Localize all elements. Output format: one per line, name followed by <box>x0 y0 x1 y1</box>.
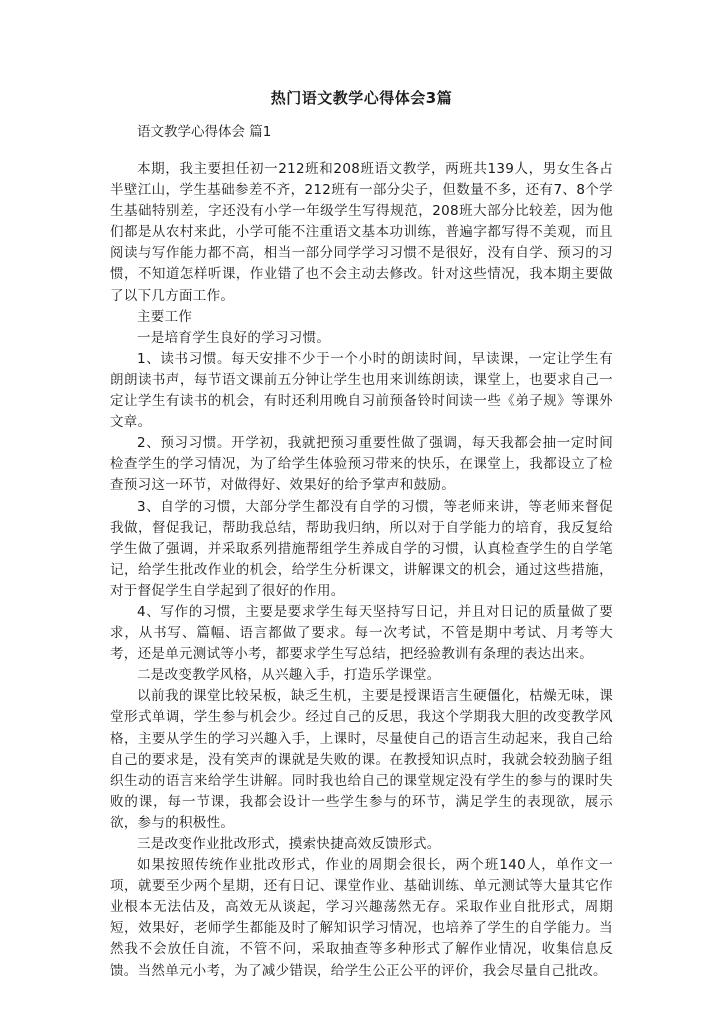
paragraph-self-study-habit: 3、自学的习惯，大部分学生都没有自学的习惯，等老师来讲，等老师来督促我做，督促我记，帮助我总结，帮助我归纳，所以对于自学能力的培育，我反复给学生做了强调，并采取系列措施帮组学生养成自学的习惯，认真检查学生的自学笔记，给学生批改作业的机会，给学生分析课文，讲解课文的机会，通过这些措施，对于督促学生自学起到了很好的作用。 <box>110 498 613 599</box>
heading-part-three: 三是改变作业批改形式，摸索快捷高效反馈形式。 <box>137 836 441 852</box>
paragraph-homework-correction: 如果按照传统作业批改形式，作业的周期会很长，两个班140人，单作文一项，就要至少两个星期，还有日记、课堂作业、基础训练、单元测试等大量其它作业根本无法估及，高效无从谈起，学习兴趣荡然无存。采取作业自批形式，周期短，效果好，老师学生都能及时了解知识学习情况，也培养了学生的自学能力。当然我不会放任自流，不管不问，采取抽查等多种形式了解作业情况，收集信息反馈。当然单元小考，为了减少错误，给学生公正公平的评价，我会尽量自己批改。 <box>110 857 613 979</box>
heading-part-two: 二是改变教学风格，从兴趣入手，打造乐学课堂。 <box>137 667 441 684</box>
paragraph-preview-habit: 2、预习习惯。开学初，我就把预习重要性做了强调，每天我都会抽一定时间检查学生的学习情况，为了给学生体验预习带来的快乐，在课堂上，我都设立了检查预习这一环节，对做得好、效果好的给予掌声和鼓励。 <box>110 435 613 494</box>
document-title: 热门语文教学心得体会3篇 <box>270 89 453 107</box>
paragraph-intro: 本期，我主要担任初一212班和208班语文教学，两班共139人，男女生各占半壁江山，学生基础参差不齐，212班有一部分尖子，但数量不多，还有7、8个学生基础特别差，字还没有小学一年级学生写得规范，208班大部分比较差，因为他们都是从农村来此，小学可能不注重语文基本功训练，普遍字都写得不美观，而且阅读与写作能力都不高，相当一部分同学学习习惯不是很好，没有自学、预习的习惯，不知道怎样听课，作业错了也不会主动去修改。针对这些情况，我本期主要做了以下几方面工作。 <box>110 161 613 304</box>
heading-main-work: 主要工作 <box>137 308 193 325</box>
document-body <box>110 159 613 982</box>
section-subtitle: 语文教学心得体会 篇1 <box>137 124 272 140</box>
document-page <box>110 88 613 982</box>
paragraph-reading-habit: 1、读书习惯。每天安排不少于一个小时的朗读时间，早读课，一定让学生有朗朗读书声，每节语文课前五分钟让学生也用来训练朗读，课堂上，也要求自己一定让学生有读书的机会，有时还利用晚自习前预备铃时间读一些《弟子规》等课外文章。 <box>110 350 613 431</box>
paragraph-teaching-style: 以前我的课堂比较呆板，缺乏生机，主要是授课语言生硬僵化，枯燥无味，课堂形式单调，学生参与机会少。经过自己的反思，我这个学期我大胆的改变教学风格，主要从学生的学习兴趣入手，上课时，尽量使自己的语言生动起来，我自己给自己的要求是，没有笑声的课就是失败的课。在教授知识点时，我就会较劲脑子组织生动的语言来给学生讲解。同时我也给自己的课堂规定没有学生的参与的课时失败的课，每一节课，我都会设计一些学生参与的环节，满足学生的表现欲，展示欲，参与的积极性。 <box>110 688 613 831</box>
paragraph-writing-habit: 4、写作的习惯，主要是要求学生每天坚持写日记，并且对日记的质量做了要求，从书写、篇幅、语言都做了要求。每一次考试，不管是期中考试、月考等大考，还是单元测试等小考，都要求学生写总结，把经验教训有条理的表达出来。 <box>110 603 613 663</box>
heading-part-one: 一是培育学生良好的学习习惯。 <box>137 329 331 346</box>
